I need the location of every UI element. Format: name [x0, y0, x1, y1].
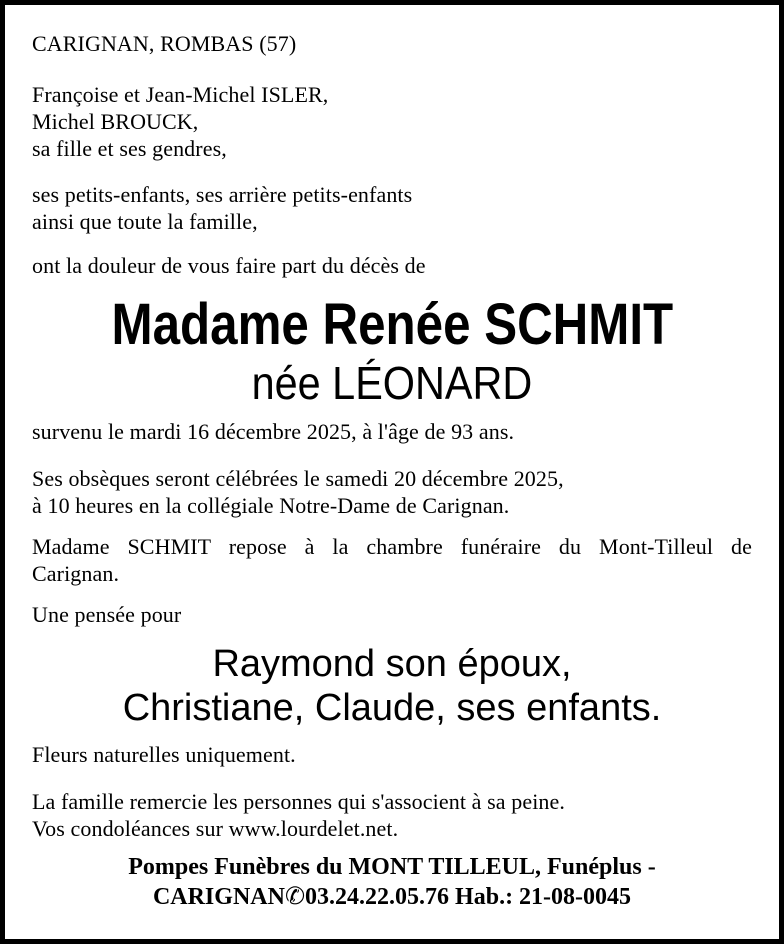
- thanks-line: La famille remercie les personnes qui s'associent à sa peine.: [32, 789, 565, 814]
- family-line: ses petits-enfants, ses arrière petits-enfants: [32, 182, 413, 207]
- funeral-home-footer: [32, 853, 752, 912]
- phone-and-habilitation: 03.24.22.05.76 Hab.: 21-08-0045: [305, 884, 632, 910]
- funeral-home-city: CARIGNAN: [152, 884, 285, 910]
- condolences-website-line: Vos condoléances sur www.lourdelet.net.: [32, 816, 399, 841]
- tribute-line: Christiane, Claude, ses enfants.: [122, 687, 662, 729]
- family-line: Françoise et Jean-Michel ISLER,: [32, 82, 329, 107]
- tribute-names-block: [32, 642, 752, 730]
- family-line: Michel BROUCK,: [32, 109, 199, 134]
- repose-line: Carignan.: [32, 561, 120, 586]
- location-header: CARIGNAN, ROMBAS (57): [32, 31, 297, 56]
- thanks-block: [32, 788, 752, 842]
- flowers-line: Fleurs naturelles uniquement.: [32, 742, 296, 767]
- funeral-home-name-line: Pompes Funèbres du MONT TILLEUL, Funéplus -: [128, 854, 656, 880]
- deceased-name-text: Madame Renée SCHMIT: [111, 292, 673, 357]
- notice-content: [5, 30, 779, 912]
- ceremony-line: Ses obsèques seront célébrées le samedi 20 décembre 2025,: [32, 466, 564, 491]
- repose-block: [32, 533, 752, 587]
- maiden-name-text: née LÉONARD: [251, 357, 533, 409]
- death-info-line: survenu le mardi 16 décembre 2025, à l'âge de 93 ans.: [32, 419, 515, 444]
- family-line: ainsi que toute la famille,: [32, 209, 258, 234]
- funeral-home-contact-line: [32, 882, 752, 912]
- deceased-name-title: [32, 292, 752, 357]
- phone-icon: ✆: [284, 882, 306, 910]
- family-line: sa fille et ses gendres,: [32, 136, 227, 161]
- ceremony-block: [32, 465, 752, 519]
- repose-line: Madame SCHMIT repose à la chambre funéraire du Mont-Tilleul de: [32, 534, 752, 559]
- announcement-line: ont la douleur de vous faire part du décès de: [32, 253, 426, 278]
- ceremony-line: à 10 heures en la collégiale Notre-Dame de Carignan.: [32, 493, 510, 518]
- tribute-intro-line: Une pensée pour: [32, 602, 182, 627]
- tribute-line: Raymond son époux,: [212, 643, 572, 685]
- maiden-name-subtitle: [32, 358, 752, 408]
- family-block-1: [32, 81, 752, 162]
- family-block-2: [32, 181, 752, 235]
